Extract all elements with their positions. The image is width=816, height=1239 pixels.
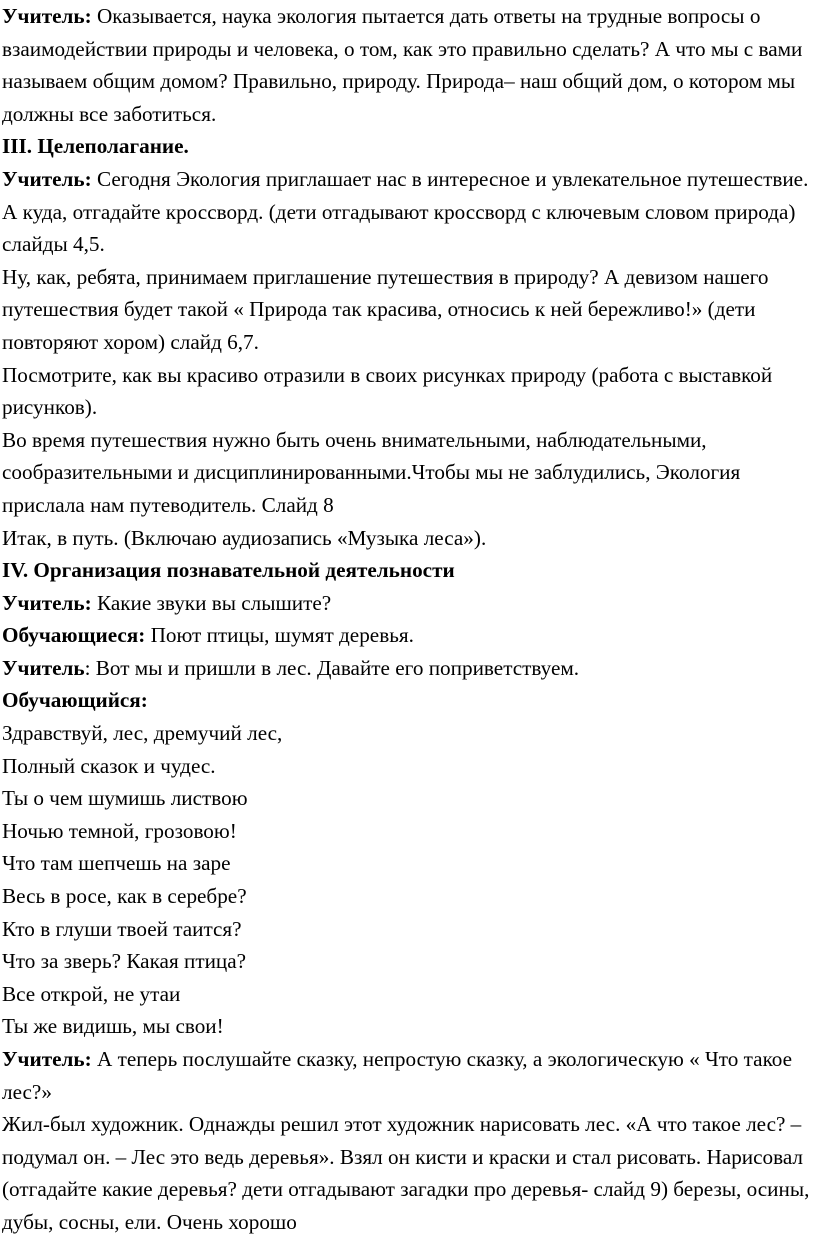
- speech-text: Оказывается, наука экология пытается дать ответы на трудные вопросы о взаимодействии природы и человека, о том, как это правильно сделать? А что мы с вами называем общим домом? Правильно, природу. Природа– наш общий дом, о котором мы должны все заботиться.: [2, 4, 803, 126]
- body-paragraph: Ты о чем шумишь листвою: [2, 786, 248, 811]
- body-paragraph: Кто в глуши твоей таится?: [2, 916, 242, 941]
- dialogue-paragraph: [2, 1043, 816, 1108]
- body-paragraph: Итак, в путь. (Включаю аудиозапись «Музыка леса»).: [2, 525, 487, 550]
- heading-text: III. Целеполагание.: [2, 134, 189, 159]
- body-paragraph: Во время путешествия нужно быть очень внимательными, наблюдательными, сообразительными и дисциплинированными.Чтобы мы не заблудились, Экология прислала нам путеводитель. Слайд 8: [2, 427, 741, 517]
- speaker-label: Учитель:: [2, 4, 92, 28]
- body-paragraph: Что за зверь? Какая птица?: [2, 949, 247, 974]
- dialogue-paragraph: [2, 587, 816, 620]
- body-paragraph: Ты же видишь, мы свои!: [2, 1014, 224, 1039]
- body-paragraph: Что там шепчешь на заре: [2, 851, 231, 876]
- body-paragraph: Жил-был художник. Однажды решил этот художник нарисовать лес. «А что такое лес? – подумал он. – Лес это ведь деревья». Взял он кисти и краски и стал рисовать. Нарисовал (отгадайте какие деревья? дети отгадывают загадки про деревья- слайд 9) березы, осины, дубы, сосны, ели. Очень хорошо: [2, 1112, 810, 1234]
- speaker-label: Учитель:: [2, 1047, 92, 1071]
- heading-text: IV. Организация познавательной деятельности: [2, 558, 455, 583]
- body-paragraph: Здравствуй, лес, дремучий лес,: [2, 721, 283, 746]
- section-heading: [2, 554, 816, 587]
- body-paragraph: Весь в росе, как в серебре?: [2, 884, 247, 909]
- dialogue-paragraph: [2, 652, 816, 685]
- body-paragraph: Все открой, не утаи: [2, 981, 181, 1006]
- section-heading: [2, 130, 816, 163]
- speech-text: А теперь послушайте сказку, непростую сказку, а экологическую « Что такое лес?»: [2, 1047, 793, 1104]
- speech-text: : Вот мы и пришли в лес. Давайте его поприветствуем.: [84, 655, 580, 680]
- dialogue-paragraph: [2, 619, 816, 652]
- speech-text: Какие звуки вы слышите?: [91, 590, 332, 615]
- body-paragraph: Ну, как, ребята, принимаем приглашение путешествия в природу? А девизом нашего путешествия будет такой « Природа так красива, относись к ней бережливо!» (дети повторяют хором) слайд 6,7.: [2, 264, 769, 354]
- speech-text: Поют птицы, шумят деревья.: [145, 623, 414, 648]
- dialogue-paragraph: [2, 163, 816, 261]
- speaker-label: Обучающиеся:: [2, 623, 146, 648]
- body-paragraph: Ночью темной, грозовою!: [2, 818, 237, 843]
- dialogue-paragraph: [2, 0, 816, 130]
- heading-text: Обучающийся:: [2, 688, 148, 713]
- section-heading: [2, 684, 816, 717]
- speech-text: Сегодня Экология приглашает нас в интересное и увлекательное путешествие. А куда, отгадайте кроссворд. (дети отгадывают кроссворд с ключевым словом природа) слайды 4,5.: [2, 166, 809, 257]
- speaker-label: Учитель: [2, 655, 85, 680]
- speaker-label: Учитель:: [2, 590, 92, 615]
- body-paragraph: Посмотрите, как вы красиво отразили в своих рисунках природу (работа с выставкой рисунков).: [2, 362, 773, 420]
- speaker-label: Учитель:: [2, 166, 92, 191]
- body-paragraph: Полный сказок и чудес.: [2, 753, 216, 778]
